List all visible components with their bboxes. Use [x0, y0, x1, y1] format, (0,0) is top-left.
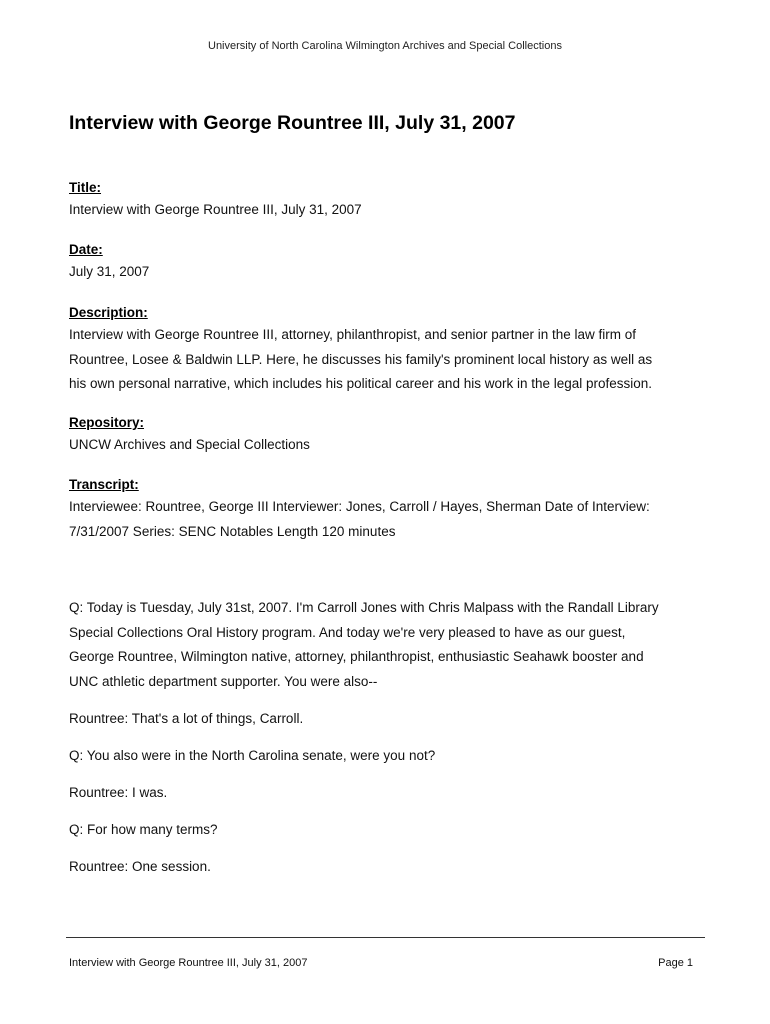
transcript-line: UNC athletic department supporter. You were also--: [69, 673, 378, 689]
field-transcript: [69, 475, 709, 544]
transcript-paragraph: [69, 707, 709, 732]
transcript-meta-line: 7/31/2007 Series: SENC Notables Length 120 minutes: [69, 523, 396, 539]
field-label-date: Date:: [69, 242, 103, 257]
transcript-line: Rountree: That's a lot of things, Carroll.: [69, 710, 304, 726]
transcript-line: Q: For how many terms?: [69, 821, 218, 837]
field-repository: [69, 413, 709, 458]
field-description: [69, 303, 709, 397]
transcript-paragraph: [69, 744, 709, 769]
transcript-paragraph: [69, 855, 709, 880]
running-header: University of North Carolina Wilmington Archives and Special Collections: [208, 40, 562, 52]
field-value-title: Interview with George Rountree III, July 31, 2007: [69, 202, 362, 217]
field-date: [69, 240, 709, 285]
transcript-body: [69, 596, 709, 892]
field-label-title: Title:: [69, 180, 102, 195]
field-label-transcript: Transcript:: [69, 477, 139, 492]
description-line: his own personal narrative, which includes his political career and his work in the legal profession.: [69, 376, 653, 391]
transcript-line: Rountree: One session.: [69, 858, 211, 874]
description-line: Interview with George Rountree III, attorney, philanthropist, and senior partner in the law firm of: [69, 327, 637, 342]
transcript-line: Special Collections Oral History program. And today we're very pleased to have as our guest,: [69, 624, 626, 640]
transcript-line: Q: Today is Tuesday, July 31st, 2007. I'm Carroll Jones with Chris Malpass with the Randall Library: [69, 600, 659, 615]
transcript-paragraph: [69, 596, 709, 694]
transcript-paragraph: [69, 781, 709, 806]
footer-divider: [66, 937, 705, 938]
field-label-description: Description:: [69, 305, 148, 320]
page-title: Interview with George Rountree III, July 31, 2007: [69, 112, 516, 134]
page-number: Page 1: [658, 957, 693, 969]
transcript-line: George Rountree, Wilmington native, attorney, philanthropist, enthusiastic Seahawk booster and: [69, 649, 644, 664]
transcript-paragraph: [69, 818, 709, 843]
transcript-line: Rountree: I was.: [69, 784, 168, 800]
field-value-date: July 31, 2007: [69, 264, 150, 279]
field-label-repository: Repository:: [69, 415, 145, 430]
footer-title: Interview with George Rountree III, July 31, 2007: [69, 957, 308, 969]
transcript-meta-line: Interviewee: Rountree, George III Interviewer: Jones, Carroll / Hayes, Sherman Date of Interview:: [69, 499, 650, 514]
description-line: Rountree, Losee & Baldwin LLP. Here, he discusses his family's prominent local history as well as: [69, 351, 653, 367]
field-value-repository: UNCW Archives and Special Collections: [69, 437, 310, 452]
field-title: [69, 178, 709, 223]
transcript-line: Q: You also were in the North Carolina senate, were you not?: [69, 747, 436, 763]
